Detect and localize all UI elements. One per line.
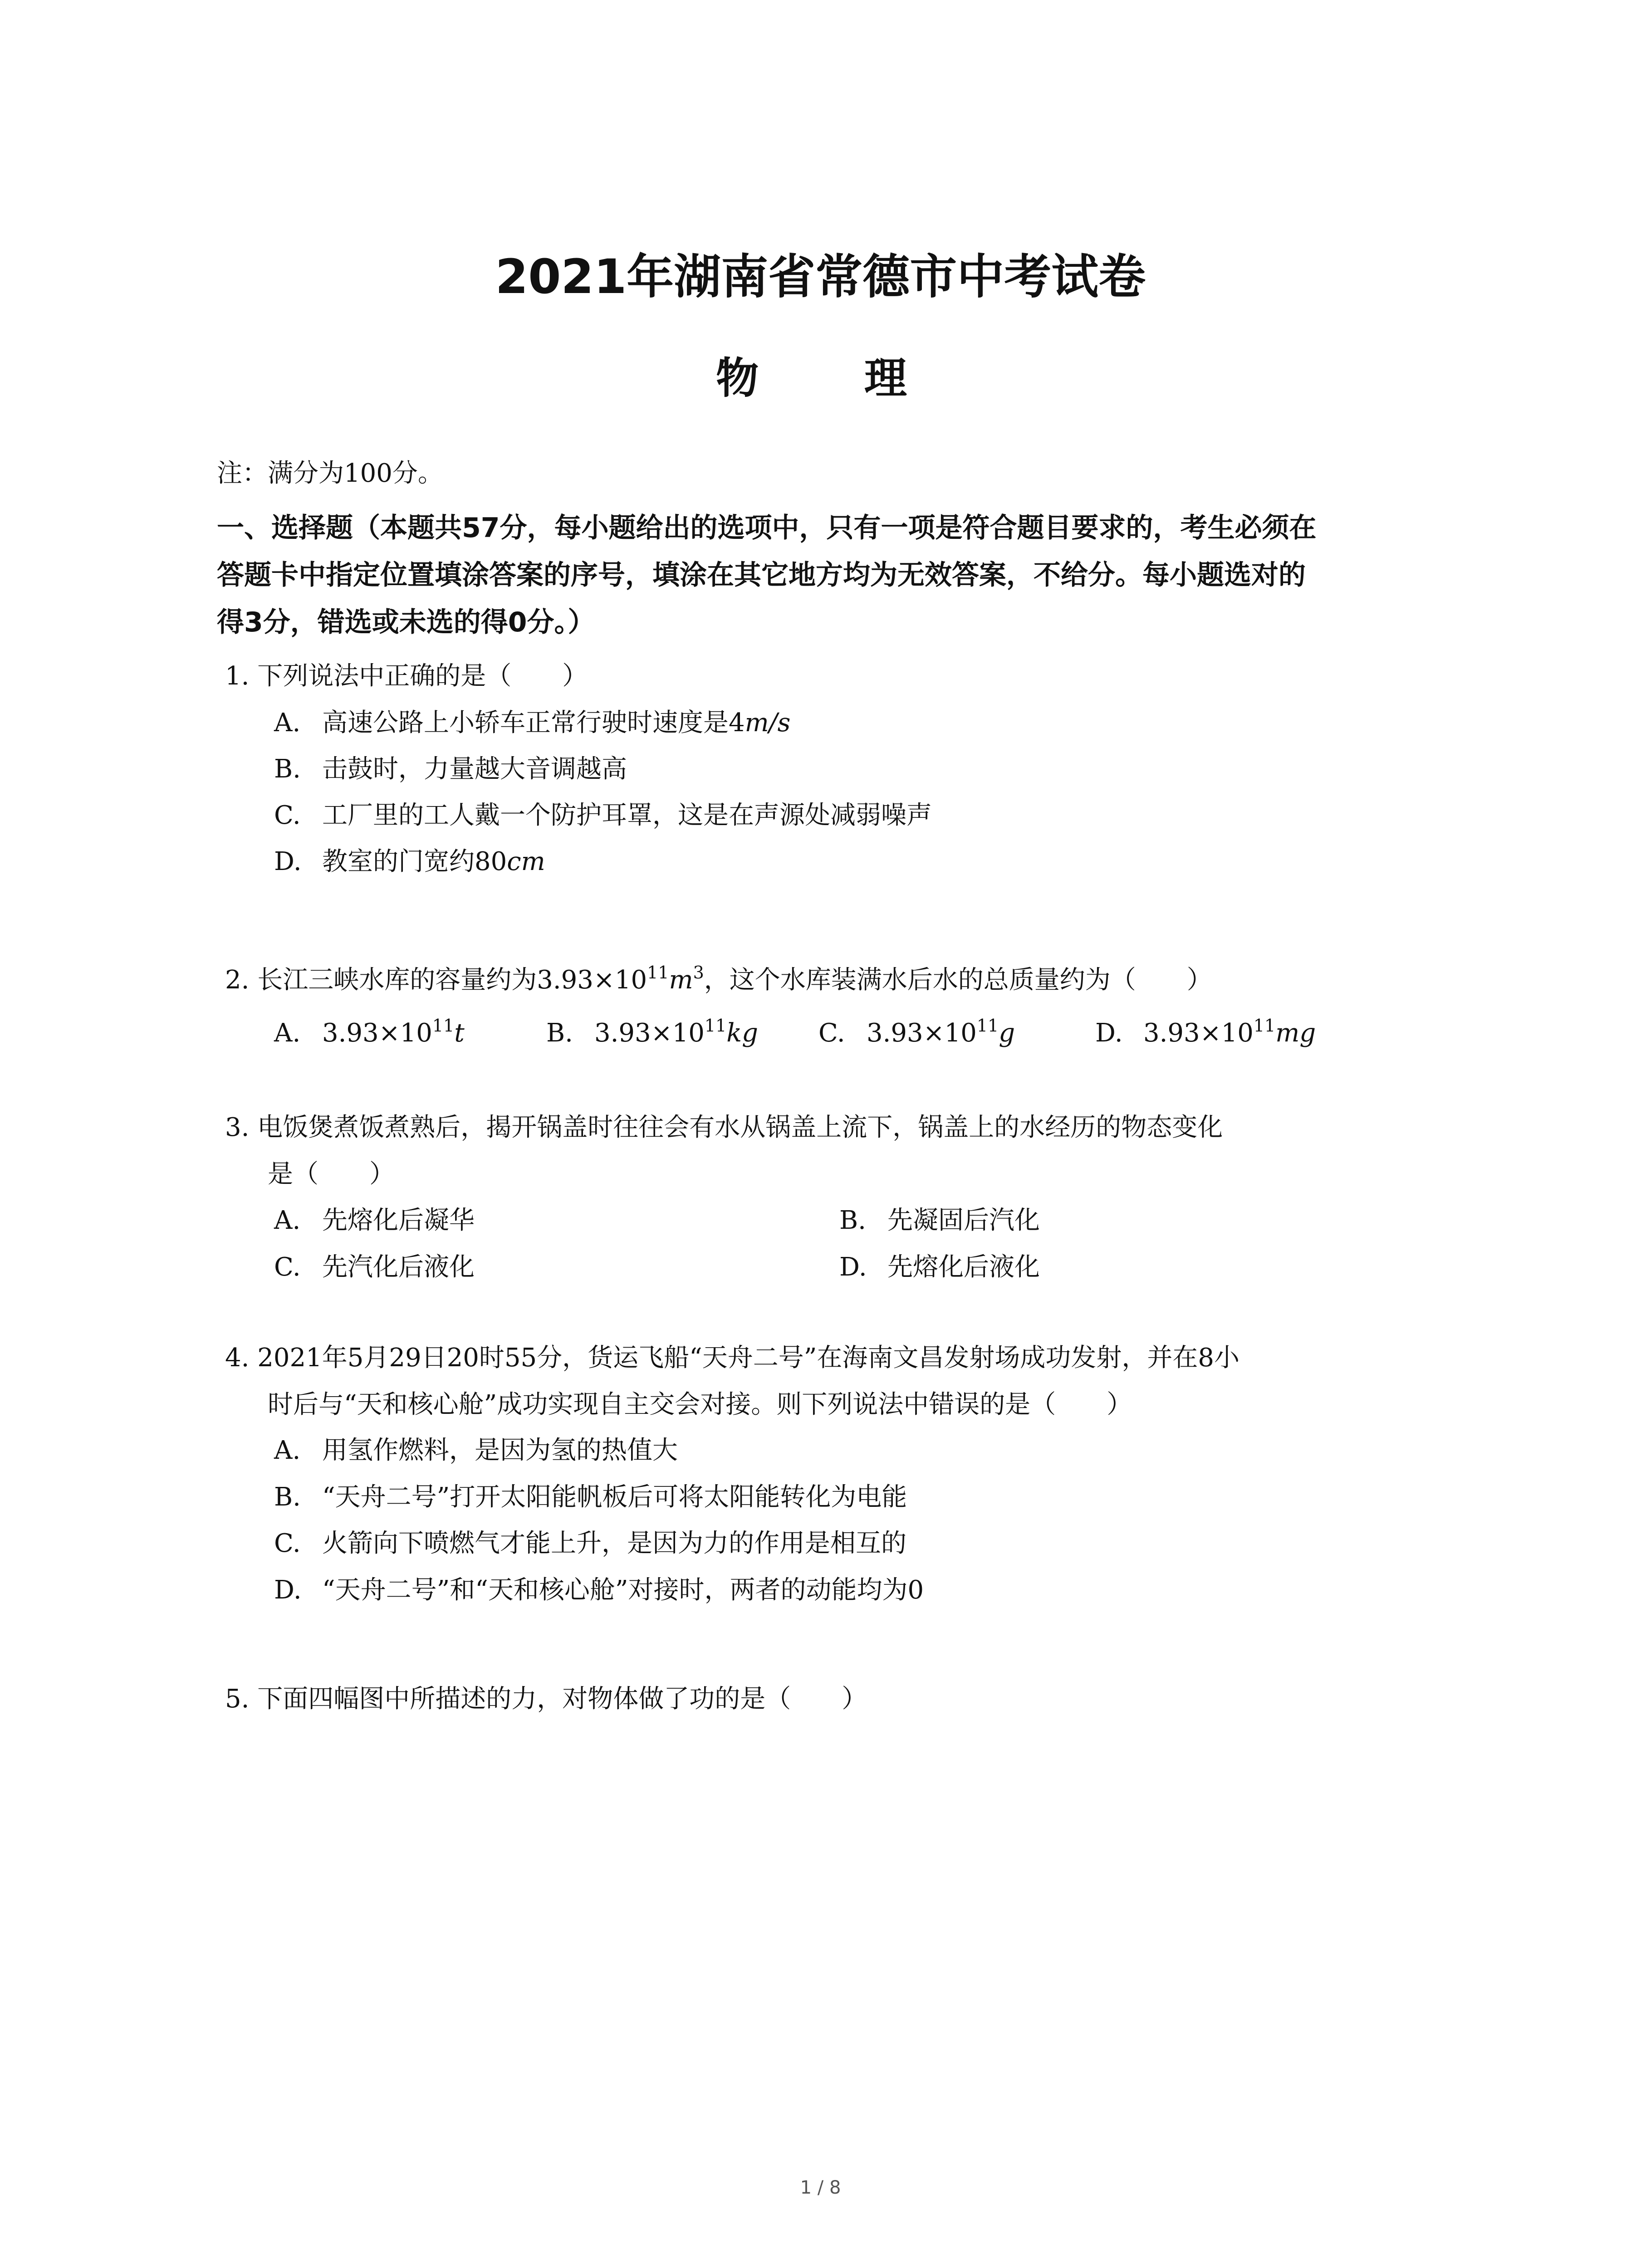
option-label: A. bbox=[274, 1018, 301, 1048]
option-unit: t bbox=[454, 1018, 465, 1048]
question-4-stem-line-2: 时后与“天和核心舱”成功实现自主交会对接。则下列说法中错误的是（ ） bbox=[268, 1390, 1132, 1419]
option-label: B. bbox=[274, 754, 301, 784]
option-base: 3.93×10 bbox=[867, 1018, 977, 1048]
option-label: A. bbox=[274, 708, 301, 738]
question-4-option-b bbox=[274, 1481, 907, 1514]
option-text: “天舟二号”打开太阳能帆板后可将太阳能转化为电能 bbox=[322, 1482, 907, 1512]
option-text: 教室的门宽约80 bbox=[322, 847, 507, 876]
question-3-option-d bbox=[839, 1251, 1040, 1284]
question-2-stem bbox=[225, 956, 1212, 997]
option-label: A. bbox=[274, 1206, 301, 1235]
question-5-stem: 5. 下面四幅图中所描述的力，对物体做了功的是（ ） bbox=[225, 1684, 867, 1714]
option-text: 击鼓时，力量越大音调越高 bbox=[322, 754, 627, 784]
question-4-stem-line-1: 4. 2021年5月29日20时55分，货运飞船“天舟二号”在海南文昌发射场成功发射，并在8小 bbox=[225, 1343, 1240, 1373]
option-label: B. bbox=[839, 1206, 866, 1235]
section-instructions-line-2: 答题卡中指定位置填涂答案的序号，填涂在其它地方均为无效答案，不给分。每小题选对的 bbox=[217, 559, 1306, 591]
option-label: C. bbox=[274, 1529, 301, 1558]
page-number: 1 / 8 bbox=[800, 2177, 841, 2198]
question-3-option-a bbox=[274, 1204, 475, 1237]
option-label: C. bbox=[818, 1018, 845, 1048]
question-1-option-a bbox=[274, 707, 790, 739]
option-unit: g bbox=[999, 1018, 1015, 1048]
stem-text: 2. 长江三峡水库的容量约为3.93×10 bbox=[225, 965, 647, 995]
option-text: 先凝固后汽化 bbox=[887, 1206, 1040, 1235]
question-1-stem: 1. 下列说法中正确的是（ ） bbox=[225, 661, 588, 691]
section-instructions-line-3: 得3分，错选或未选的得0分。） bbox=[217, 606, 595, 638]
exam-title: 2021年湖南省常德市中考试卷 bbox=[495, 249, 1146, 304]
option-text: 先熔化后凝华 bbox=[322, 1206, 475, 1235]
question-2-option-c bbox=[818, 1009, 1015, 1050]
option-unit: kg bbox=[726, 1018, 759, 1048]
option-label: B. bbox=[546, 1018, 573, 1048]
question-3-option-c bbox=[274, 1251, 475, 1284]
option-exponent: 11 bbox=[976, 1016, 999, 1036]
stem-unit: m bbox=[669, 965, 693, 995]
option-label: C. bbox=[274, 801, 301, 830]
option-exponent: 11 bbox=[432, 1016, 455, 1036]
question-4-option-d bbox=[274, 1574, 924, 1607]
question-4-option-c bbox=[274, 1527, 906, 1560]
question-3-stem-line-2: 是（ ） bbox=[268, 1159, 395, 1189]
question-2-options bbox=[274, 1009, 1454, 1046]
option-exponent: 11 bbox=[1253, 1016, 1276, 1036]
stem-exponent: 11 bbox=[647, 963, 669, 982]
section-instructions-line-1: 一、选择题（本题共57分，每小题给出的选项中，只有一项是符合题目要求的，考生必须在 bbox=[217, 512, 1317, 544]
option-unit: m/s bbox=[745, 708, 791, 738]
option-base: 3.93×10 bbox=[1143, 1018, 1254, 1048]
option-label: B. bbox=[274, 1482, 301, 1512]
question-2-option-a bbox=[274, 1009, 465, 1050]
question-2-option-b bbox=[546, 1009, 758, 1050]
option-label: C. bbox=[274, 1252, 301, 1282]
option-label: D. bbox=[1095, 1018, 1123, 1048]
option-label: D. bbox=[274, 847, 302, 876]
option-text: “天舟二号”和“天和核心舱”对接时，两者的动能均为0 bbox=[322, 1575, 924, 1605]
question-4-option-a bbox=[274, 1434, 678, 1467]
option-unit: mg bbox=[1275, 1018, 1316, 1048]
option-label: A. bbox=[274, 1436, 301, 1465]
option-text: 先汽化后液化 bbox=[322, 1252, 475, 1282]
question-3-stem-line-1: 3. 电饭煲煮饭煮熟后，揭开锅盖时往往会有水从锅盖上流下，锅盖上的水经历的物态变化 bbox=[225, 1113, 1223, 1142]
option-text: 用氢作燃料，是因为氢的热值大 bbox=[322, 1436, 678, 1465]
question-1-option-c bbox=[274, 799, 932, 832]
question-2-option-d bbox=[1095, 1009, 1316, 1050]
question-1-option-d bbox=[274, 846, 545, 878]
stem-unit-exponent: 3 bbox=[693, 963, 704, 982]
option-base: 3.93×10 bbox=[594, 1018, 705, 1048]
option-base: 3.93×10 bbox=[322, 1018, 432, 1048]
option-text: 火箭向下喷燃气才能上升，是因为力的作用是相互的 bbox=[322, 1529, 906, 1558]
subject-title: 物 理 bbox=[716, 354, 952, 403]
question-3-option-b bbox=[839, 1204, 1040, 1237]
option-label: D. bbox=[274, 1575, 302, 1605]
option-text: 高速公路上小轿车正常行驶时速度是4 bbox=[322, 708, 745, 738]
option-exponent: 11 bbox=[704, 1016, 727, 1036]
score-note: 注：满分为100分。 bbox=[217, 459, 443, 488]
question-1-option-b bbox=[274, 753, 627, 786]
option-text: 工厂里的工人戴一个防护耳罩，这是在声源处减弱噪声 bbox=[322, 801, 932, 830]
option-text: 先熔化后液化 bbox=[887, 1252, 1040, 1282]
option-label: D. bbox=[839, 1252, 867, 1282]
stem-text: ，这个水库装满水后水的总质量约为（ ） bbox=[704, 965, 1212, 995]
option-unit: cm bbox=[507, 847, 545, 876]
